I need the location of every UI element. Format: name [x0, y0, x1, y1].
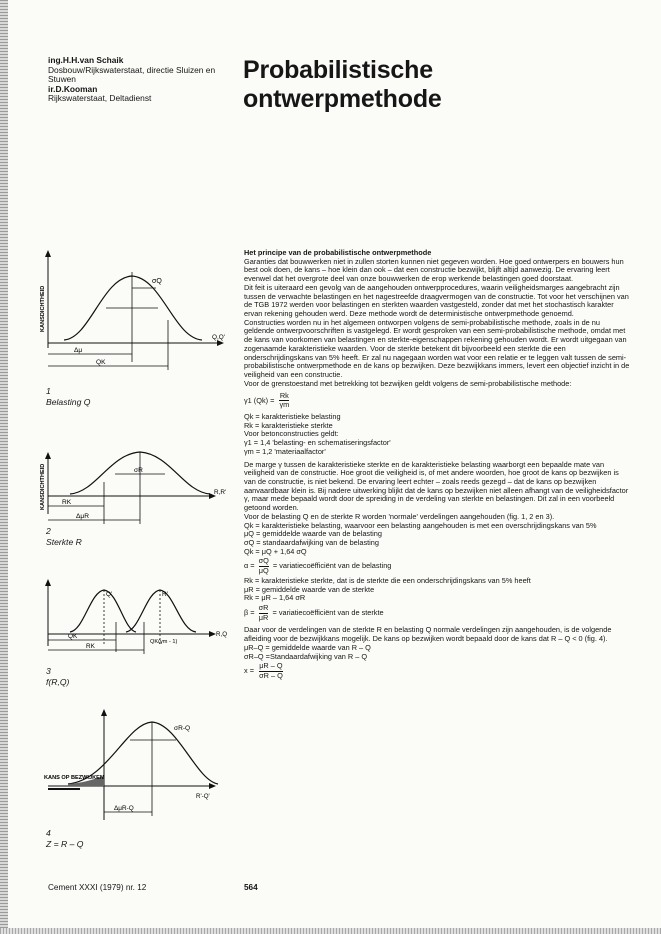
page-number: 564 [244, 883, 258, 892]
figure-1 [40, 250, 230, 410]
definition: γ1 = 1,4 'belasting- en schematiseringsfactor' [244, 438, 391, 448]
definition: Voor betonconstructies geldt: [244, 429, 339, 439]
definition: σR–Q =Standaardafwijking van R – Q [244, 651, 368, 661]
k-label: RK [62, 499, 72, 506]
load-curve [70, 590, 136, 632]
figure-number: 1 [46, 386, 51, 396]
paragraph: Daar voor de verdelingen van de sterkte R en belasting Q normale verdelingen zijn aangehouden, is de volgende afleiding voor de bezwijkkans mogelijk. De kans op bezwijken wordt bepaald door de kans dat R – Q < 0 (fig. 4). [244, 625, 612, 644]
sigma-label: σR-Q [174, 725, 191, 732]
definition: μR = gemiddelde waarde van de sterkte [244, 584, 375, 594]
strength-curve [126, 590, 196, 632]
figure-3-plot [40, 582, 230, 674]
author-block [48, 56, 230, 104]
figure-4 [40, 710, 230, 860]
numerator: μR – Q [259, 661, 283, 671]
figure-caption: Sterkte R [46, 537, 82, 547]
fraction [259, 662, 283, 680]
strength-label: R' [162, 591, 168, 598]
figure-caption: f(R,Q) [46, 677, 70, 687]
denominator: μQ [258, 566, 269, 576]
arrow-up-icon [45, 579, 51, 586]
author-affiliation: Rijkswaterstaat, Deltadienst [48, 93, 152, 104]
author-name: ing.H.H.van Schaik [48, 55, 124, 65]
figure-caption: Z = R – Q [46, 839, 84, 849]
k-label: QK [96, 359, 106, 366]
author-affiliation: Dosbouw/Rijkswaterstaat, directie Sluizen en Stuwen [48, 64, 216, 85]
figure-caption: Belasting Q [46, 397, 91, 407]
figure-4-plot [40, 710, 230, 830]
paragraph: Dit feit is uiteraard een gevolg van de aangehouden ontwerpprocedures, waarin veiligheidsmarges aangebracht zijn tussen de verwachte belastingen en het nagestreefde draagvermogen van de constructie. Tot voor het verschijnen van de TGB 1972 werden voor belastingen en sterkten waarden vastgesteld, zonder dat met het stochastisch karakter ervan rekening gehouden werd. Deze methode wordt de deterministische ontwerpmethode genoemd. [244, 282, 629, 319]
equation-lhs: x = [244, 666, 255, 676]
fraction [259, 604, 269, 622]
difference-label: QK(γm - 1) [150, 639, 178, 645]
definition: μQ = gemiddelde waarde van de belasting [244, 529, 382, 539]
mu-label: ΔμR [76, 513, 89, 520]
definition: σQ = standaardafwijking van de belasting [244, 538, 379, 547]
arrow-up-icon [101, 709, 107, 716]
axis-label: Q,Q' [212, 334, 225, 341]
definition: γm = 1,2 'materiaalfactor' [244, 446, 326, 456]
definition: μR–Q = gemiddelde waarde van R – Q [244, 642, 371, 652]
paragraph: Voor de grenstoestand met betrekking tot bezwijken geldt volgens de semi-probabilistische methode: [244, 378, 572, 388]
denominator: γm [279, 400, 290, 410]
definition: Qk = karakteristieke belasting, waarvoor een belasting aangehouden is met een overschrijdingskans van 5% [244, 520, 597, 530]
rk-label: RK [86, 643, 95, 650]
definition: Rk = karakteristieke sterkte [244, 420, 333, 430]
equation-rhs: = variatiecoëfficiënt van de belasting [272, 561, 392, 571]
numerator: σR [258, 603, 269, 613]
definition: Qk = karakteristieke belasting [244, 411, 341, 421]
fraction [279, 392, 289, 410]
mu-label: ΔμR-Q [114, 805, 134, 812]
arrow-up-icon [45, 452, 51, 459]
article-body [244, 249, 632, 682]
arrow-right-icon [209, 783, 216, 789]
fraction [259, 557, 269, 575]
denominator: μR [258, 612, 269, 622]
axis-label: R,R' [214, 489, 227, 496]
axis-label: R'-Q' [196, 793, 210, 800]
article-title [243, 56, 442, 114]
title-line: Probabilistische [243, 56, 433, 84]
equation [244, 392, 632, 410]
arrow-right-icon [209, 631, 216, 637]
figure-number: 2 [46, 526, 51, 536]
definition: Rk = karakteristieke sterkte, dat is de sterkte die een onderschrijdingskans van 5% heeft [244, 575, 531, 585]
paragraph: De marge γ tussen de karakteristieke sterkte en de karakteristieke belasting waarborgt een bepaalde mate van veiligheid van de constructie. Hoe groot die veiligheid is, of met andere woorden, hoe groot de kans op bezwijken is van de constructie, is niet bekend. De ervaring leert echter – zoals reeds gezegd – dat de kans op bezwijken aanvaardbaar klein is. Bij nadere uitwerking blijkt dat de kans op bezwijken niet alleen afhangt van de veiligheidsfactor γ, maar mede bepaald wordt door de spreiding in de verdeling van sterkte en belastingen. Dit zal in een voorbeeld getoond worden. [244, 459, 629, 513]
paragraph: Constructies worden nu in het algemeen ontworpen volgens de semi-probabilistische methode, zoals in de nu geldende ontwerpvoorschriften is vastgelegd. Er wordt gesproken van een semi-probabilistische methode, omdat met de kans van voorkomen van belastingen en sterkte-eigenschappen rekening gehouden wordt. Er wordt uitgegaan van zogenaamde karakteristieke waarden. Voor de sterkte betekent dit bijvoorbeeld een sterkte die een onderschrijdingskans van 5% heeft. Er zal nu nagegaan worden wat voor een relatie er te leggen valt tussen de semi-probabilistische ontwerpmethode en de kans op bezwijken. Deze bezwijkkans immers, levert een objectief inzicht in de veiligheid van een constructie. [244, 317, 630, 380]
figure-number: 3 [46, 666, 51, 676]
author-name: ir.D.Kooman [48, 83, 98, 94]
equation [244, 662, 632, 680]
section-heading: Het principe van de probabilistische ontwerpmethode [244, 248, 432, 257]
equation-lhs: α = [244, 561, 255, 571]
definition: Qk = μQ + 1,64 σQ [244, 546, 307, 556]
scanned-bottom-edge [0, 928, 661, 934]
figure-2-plot [40, 452, 230, 532]
load-label: Q' [106, 591, 113, 598]
mu-label: Δμ [74, 347, 83, 354]
scanned-page-edge [0, 0, 8, 934]
figure-number: 4 [46, 828, 51, 838]
numerator: σQ [258, 556, 269, 566]
equation-rhs: = variatiecoëfficiënt van de sterkte [272, 608, 384, 618]
sigma-label: σR [134, 467, 143, 474]
y-axis-label: KANSDICHTHEID [40, 285, 46, 332]
figure-3 [40, 582, 230, 702]
arrow-up-icon [45, 250, 51, 257]
definition: Rk = μR – 1,64 σR [244, 593, 306, 603]
equation-lhs: β = [244, 608, 255, 618]
equation-lhs: γ1 (Qk) = [244, 395, 275, 405]
equation [244, 557, 632, 575]
figure-2 [40, 452, 230, 562]
title-line: ontwerpmethode [243, 85, 442, 113]
qk-label: QK [68, 633, 78, 640]
sigma-label: σQ [152, 278, 162, 285]
axis-label: R,Q [216, 631, 228, 638]
paragraph: Voor de belasting Q en de sterkte R worden 'normale' verdelingen aangehouden (fig. 1, 2 en 3). [244, 511, 555, 521]
journal-reference: Cement XXXI (1979) nr. 12 [48, 883, 147, 892]
denominator: σR – Q [259, 671, 283, 681]
failure-label: KANS OP BEZWIJKEN [44, 775, 104, 781]
numerator: Rk [279, 390, 289, 400]
equation [244, 604, 632, 622]
figure-1-plot [40, 250, 230, 380]
y-axis-label: KANSDICHTHEID [40, 463, 46, 510]
paragraph: Garanties dat bouwwerken niet in zullen storten kunnen niet gegeven worden. Hoe goed ontwerpers en bouwers hun best ook doen, de kans – hoe klein dan ook – dat een constructie bezwijkt, blijft altijd aanwezig. De ervaring leert evenwel dat het overgrote deel van onze bouwwerken de erop werkende belastingen goed doorstaat. [244, 256, 624, 284]
